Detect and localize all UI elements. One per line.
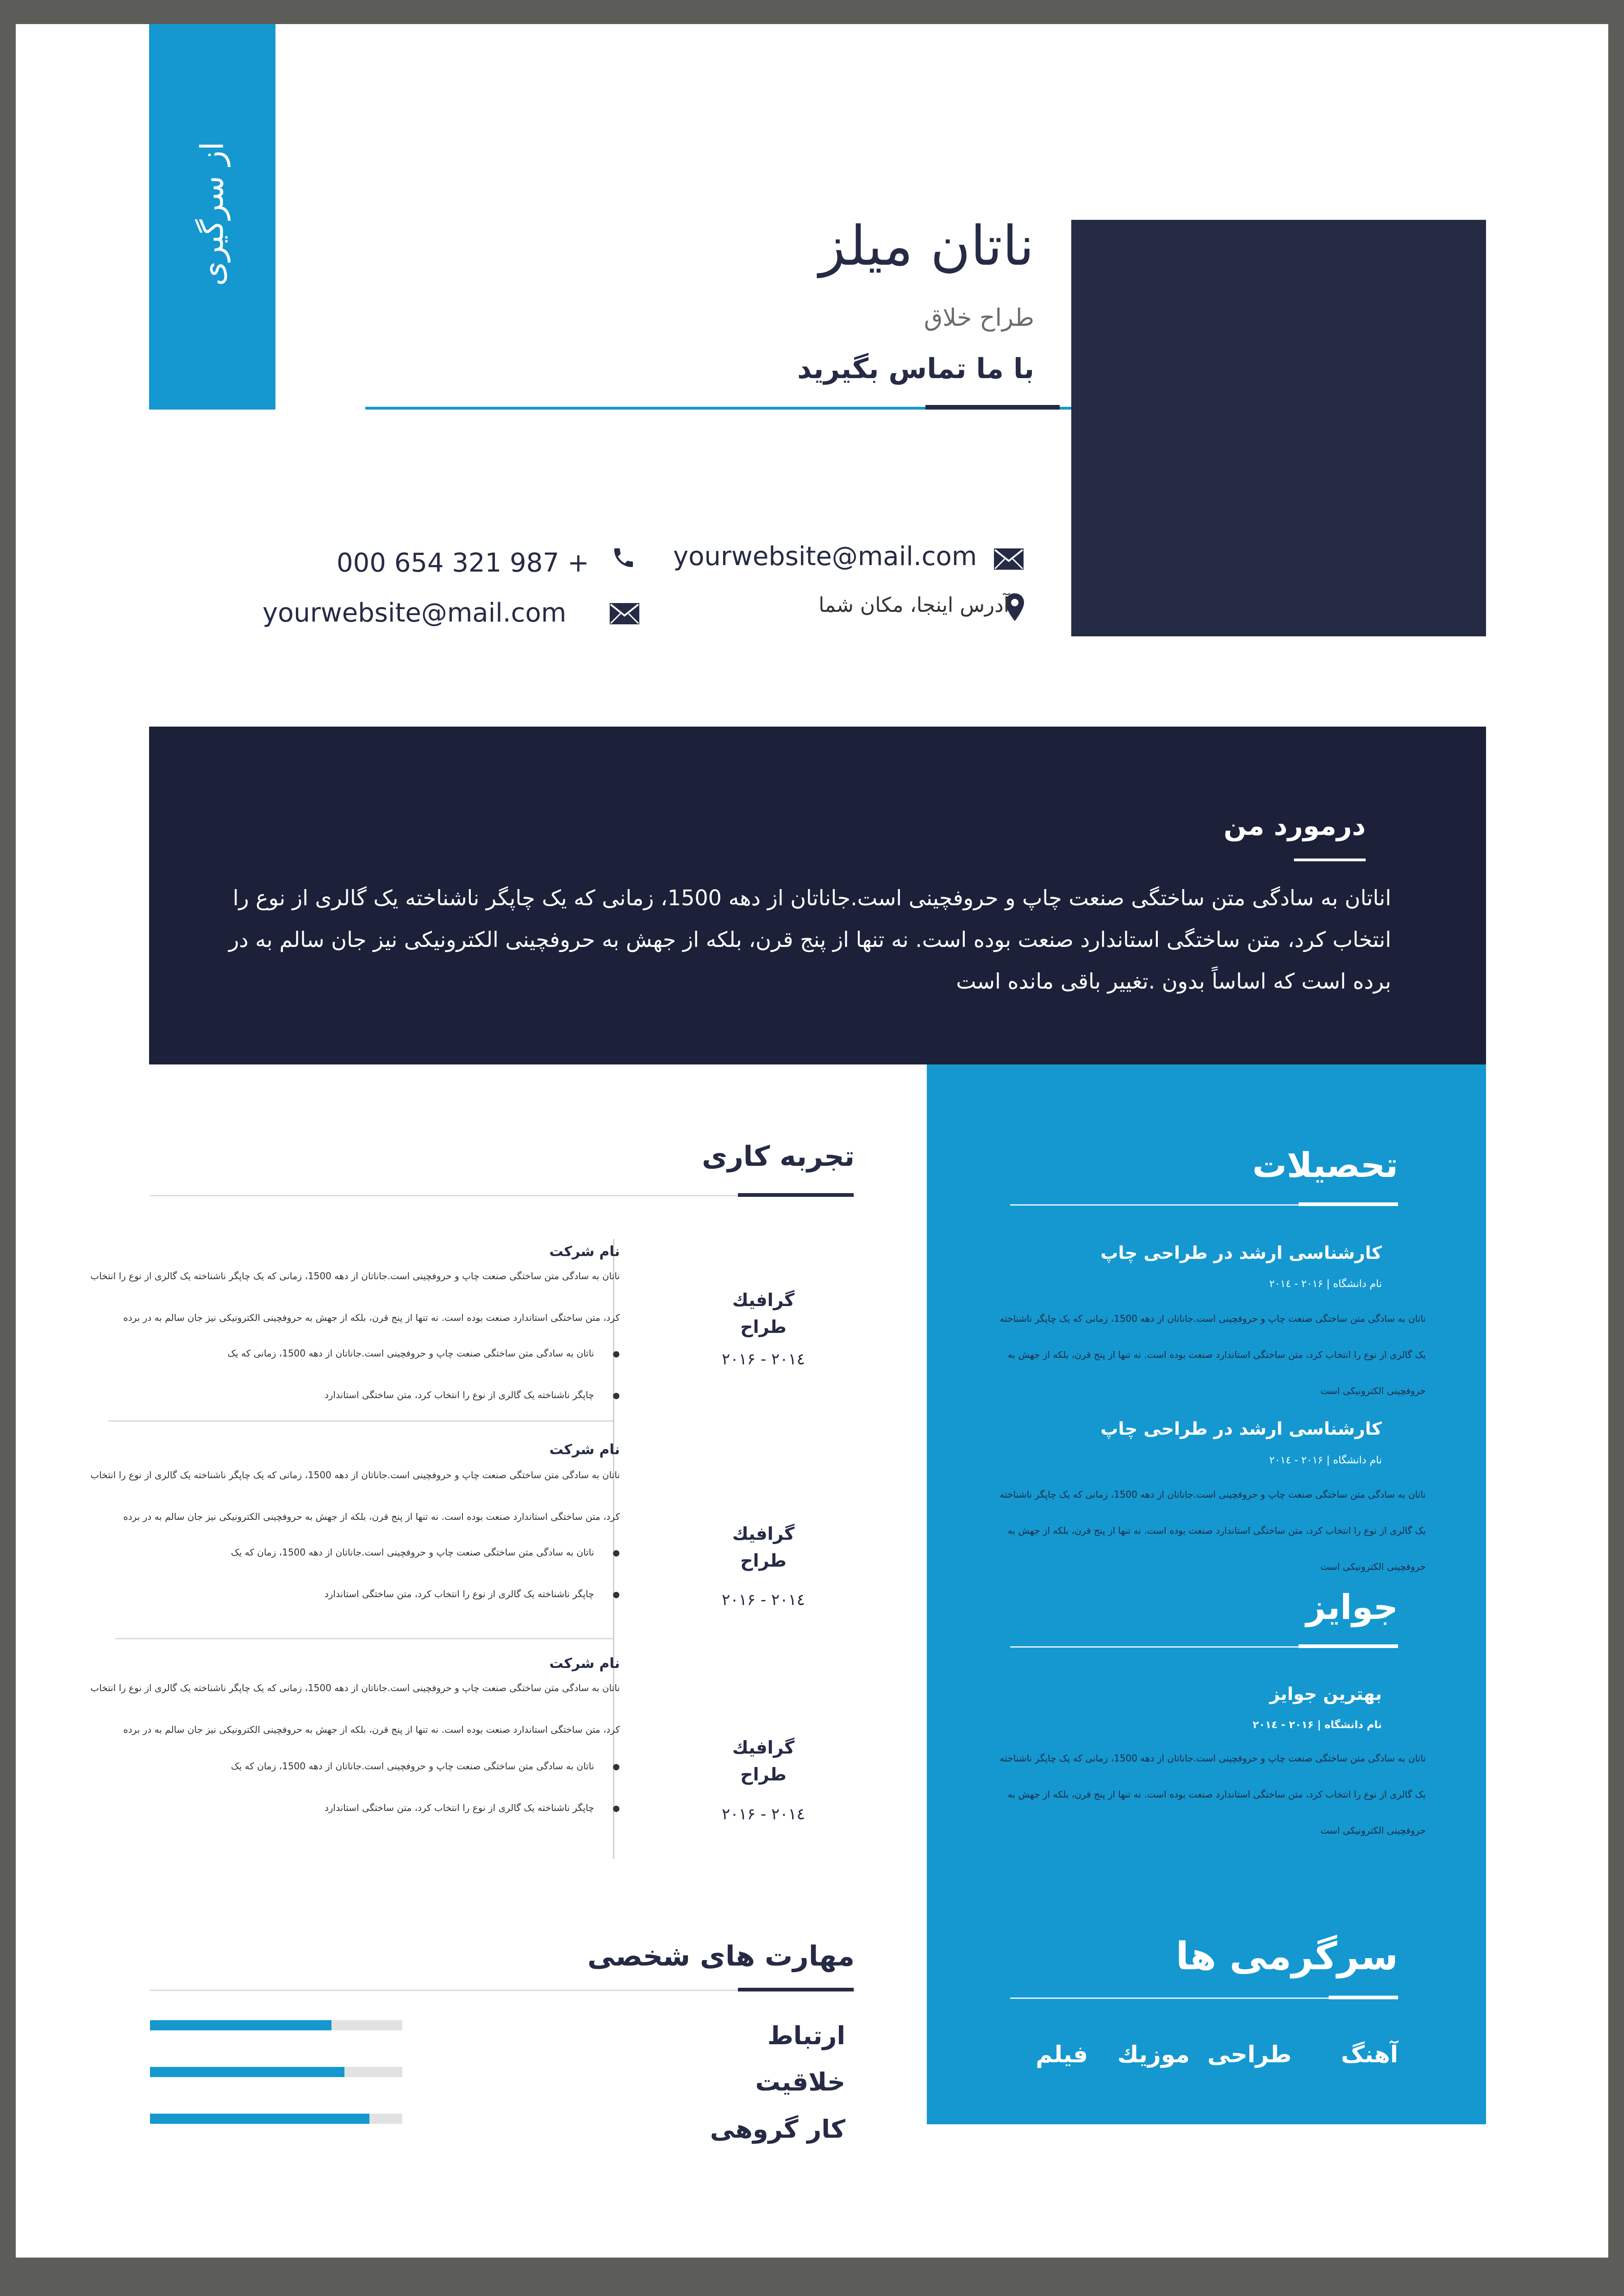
photo-placeholder [1071,220,1486,636]
job-bullet: ● ناتان به سادگی متن ساختگی صنعت چاپ و حروفچینی است.جاناتان از دهه 1500، زمانی که یک [227,1348,620,1359]
hobbies-divider-accent [1329,1996,1398,1999]
education-title: تحصیلات [1252,1145,1398,1185]
skill-bar [150,2114,402,2124]
job-role-line: گرافیك [732,1737,795,1758]
job-role-line: گرافیك [732,1524,795,1544]
phone-icon [611,545,636,570]
skill-bar [150,2067,402,2077]
education-school: نام دانشگاه [1333,1278,1382,1290]
awards-title: جوایز [1306,1587,1398,1627]
job-bullet: ● ناتان به سادگی متن ساختگی صنعت چاپ و حروفچینی است.جاناتان از دهه 1500، زمان که یک [231,1547,620,1558]
job-title: طراح خلاق [924,304,1034,332]
resume-page [16,24,1608,2258]
education-description: ناتان به سادگی متن ساختگی صنعت چاپ و حروفچینی است.جاناتان از دهه 1500، زمانی که یک چاپگر ناشناخته یک گالری از نوع را انتخاب کرد، متن ساختگی استاندارد صنعت بوده است. نه تنها از پنج قرن، بلکه از جهش به حروفچینی الکترونیکی است [999,1313,1426,1396]
job-dates: ۲۰۱۶ - ۲۰۱٤ [722,1805,805,1823]
award-meta: نام دانشگاه | ۲۰۱۶ - ۲۰۱٤ [1252,1719,1382,1731]
job-separator [115,1638,613,1639]
experience-title: تجربه کاری [702,1140,855,1173]
sidebar-column [927,1064,1486,2124]
address-text: آدرس اینجا، مکان شما [818,593,1009,617]
award-name: بهترین جوایز [1269,1684,1382,1704]
experience-divider-accent [738,1193,854,1197]
skills-title: مهارت های شخصی [587,1940,855,1972]
person-name: ناتان میلز [819,214,1034,278]
job-role-line: طراح [740,1764,787,1785]
education-school: نام دانشگاه [1333,1455,1382,1466]
about-underline [1294,859,1366,861]
about-text: اناتان به سادگی متن ساختگی صنعت چاپ و حروفچینی است.جاناتان از دهه 1500، زمانی که یک چاپگر ناشناخته یک گالری از نوع را انتخاب کرد، متن ساختگی استاندارد صنعت بوده است. نه تنها از پنج قرن، بلکه از جهش به حروفچینی الکترونیکی نیز جان سالم به در برده است که اساساً بدون .تغییر باقی مانده است [229,885,1391,994]
job-role-line: طراح [740,1550,787,1571]
job-bullet: ● ناتان به سادگی متن ساختگی صنعت چاپ و حروفچینی است.جاناتان از دهه 1500، زمان که یک [231,1761,620,1772]
education-description: ناتان به سادگی متن ساختگی صنعت چاپ و حروفچینی است.جاناتان از دهه 1500، زمانی که یک چاپگر ناشناخته یک گالری از نوع را انتخاب کرد، متن ساختگی استاندارد صنعت بوده است. نه تنها از پنج قرن، بلکه از جهش به حروفچینی الکترونیکی است [999,1489,1426,1572]
job-company: نام شرکت [549,1244,620,1260]
hobby-item: طراحی [1207,2041,1292,2068]
skill-bar-fill [150,2067,344,2077]
award-school: نام دانشگاه [1324,1719,1382,1731]
contact-heading: با ما تماس بگیرید [797,353,1034,385]
phone-number[interactable]: 000 654 321 987 + [337,548,589,578]
awards-divider-accent [1299,1644,1398,1648]
skill-name: خلاقیت [755,2067,845,2097]
job-separator [108,1420,613,1422]
skill-name: ارتباط [767,2021,845,2050]
education-divider-accent [1299,1202,1398,1206]
job-role-line: گرافیك [732,1290,795,1310]
hobby-item: موزیك [1117,2041,1190,2068]
award-description: ناتان به سادگی متن ساختگی صنعت چاپ و حروفچینی است.جاناتان از دهه 1500، زمانی که یک چاپگر ناشناخته یک گالری از نوع را انتخاب کرد، متن ساختگی استاندارد صنعت بوده است. نه تنها از پنج قرن، بلکه از جهش به حروفچینی الکترونیکی است [999,1753,1426,1836]
education-meta: نام دانشگاه | ۲۰۱۶ - ۲۰۱٤ [1269,1455,1382,1466]
job-description: ناتان به سادگی متن ساختگی صنعت چاپ و حروفچینی است.جاناتان از دهه 1500، زمانی که یک چاپگر ناشناخته یک گالری از نوع را انتخاب کرد، متن ساختگی استاندارد صنعت بوده است. نه تنها از پنج قرن، بلکه از جهش به حروفچینی الکترونیکی نیز جان سالم به در برده [90,1682,620,1735]
about-title: درمورد من [1224,810,1366,841]
about-section [149,727,1486,1064]
job-role [706,1734,821,1788]
hobbies-title: سرگرمی ها [1175,1935,1398,1979]
envelope-icon [609,603,640,625]
job-description: ناتان به سادگی متن ساختگی صنعت چاپ و حروفچینی است.جاناتان از دهه 1500، زمانی که یک چاپگر ناشناخته یک گالری از نوع را انتخاب کرد، متن ساختگی استاندارد صنعت بوده است. نه تنها از پنج قرن، بلکه از جهش به حروفچینی الکترونیکی نیز جان سالم به در برده [90,1469,620,1522]
hobby-item: آهنگ [1341,2041,1398,2068]
skill-name: کار گروهی [710,2115,845,2144]
envelope-icon [993,548,1024,570]
skill-bar [150,2020,402,2030]
job-bullet: ● چاپگر ناشناخته یک گالری از نوع را انتخاب کرد، متن ساختگی استاندارد [325,1389,620,1400]
job-description: ناتان به سادگی متن ساختگی صنعت چاپ و حروفچینی است.جاناتان از دهه 1500، زمانی که یک چاپگر ناشناخته یک گالری از نوع را انتخاب کرد، متن ساختگی استاندارد صنعت بوده است. نه تنها از پنج قرن، بلکه از جهش به حروفچینی الکترونیکی نیز جان سالم به در برده [90,1270,620,1323]
job-role-line: طراح [740,1317,787,1337]
education-degree: کارشناسی ارشد در طراحی چاپ [1100,1243,1382,1263]
education-degree: کارشناسی ارشد در طراحی چاپ [1100,1419,1382,1439]
job-role [706,1287,821,1340]
job-company: نام شرکت [549,1655,620,1672]
email-primary[interactable]: yourwebsite@mail.com [673,541,977,572]
job-role [706,1520,821,1574]
education-dates: ۲۰۱۶ - ۲۰۱٤ [1269,1278,1324,1290]
job-dates: ۲۰۱۶ - ۲۰۱٤ [722,1591,805,1609]
skills-divider-accent [738,1988,854,1991]
skill-bar-fill [150,2020,331,2030]
email-secondary[interactable]: yourwebsite@mail.com [262,598,567,628]
award-dates: ۲۰۱۶ - ۲۰۱٤ [1252,1719,1314,1731]
hobby-item: فیلم [1036,2041,1088,2068]
skill-bar-fill [150,2114,369,2124]
job-bullet: ● چاپگر ناشناخته یک گالری از نوع را انتخاب کرد، متن ساختگی استاندارد [325,1802,620,1813]
education-dates: ۲۰۱۶ - ۲۰۱٤ [1269,1455,1324,1466]
side-tab-label: از سرگیری [194,142,231,286]
job-bullet: ● چاپگر ناشناخته یک گالری از نوع را انتخاب کرد، متن ساختگی استاندارد [325,1588,620,1599]
education-meta: نام دانشگاه | ۲۰۱۶ - ۲۰۱٤ [1269,1278,1382,1290]
side-tab [149,24,275,410]
job-dates: ۲۰۱۶ - ۲۰۱٤ [722,1350,805,1369]
job-company: نام شرکت [549,1442,620,1458]
contact-divider-accent [925,405,1060,410]
